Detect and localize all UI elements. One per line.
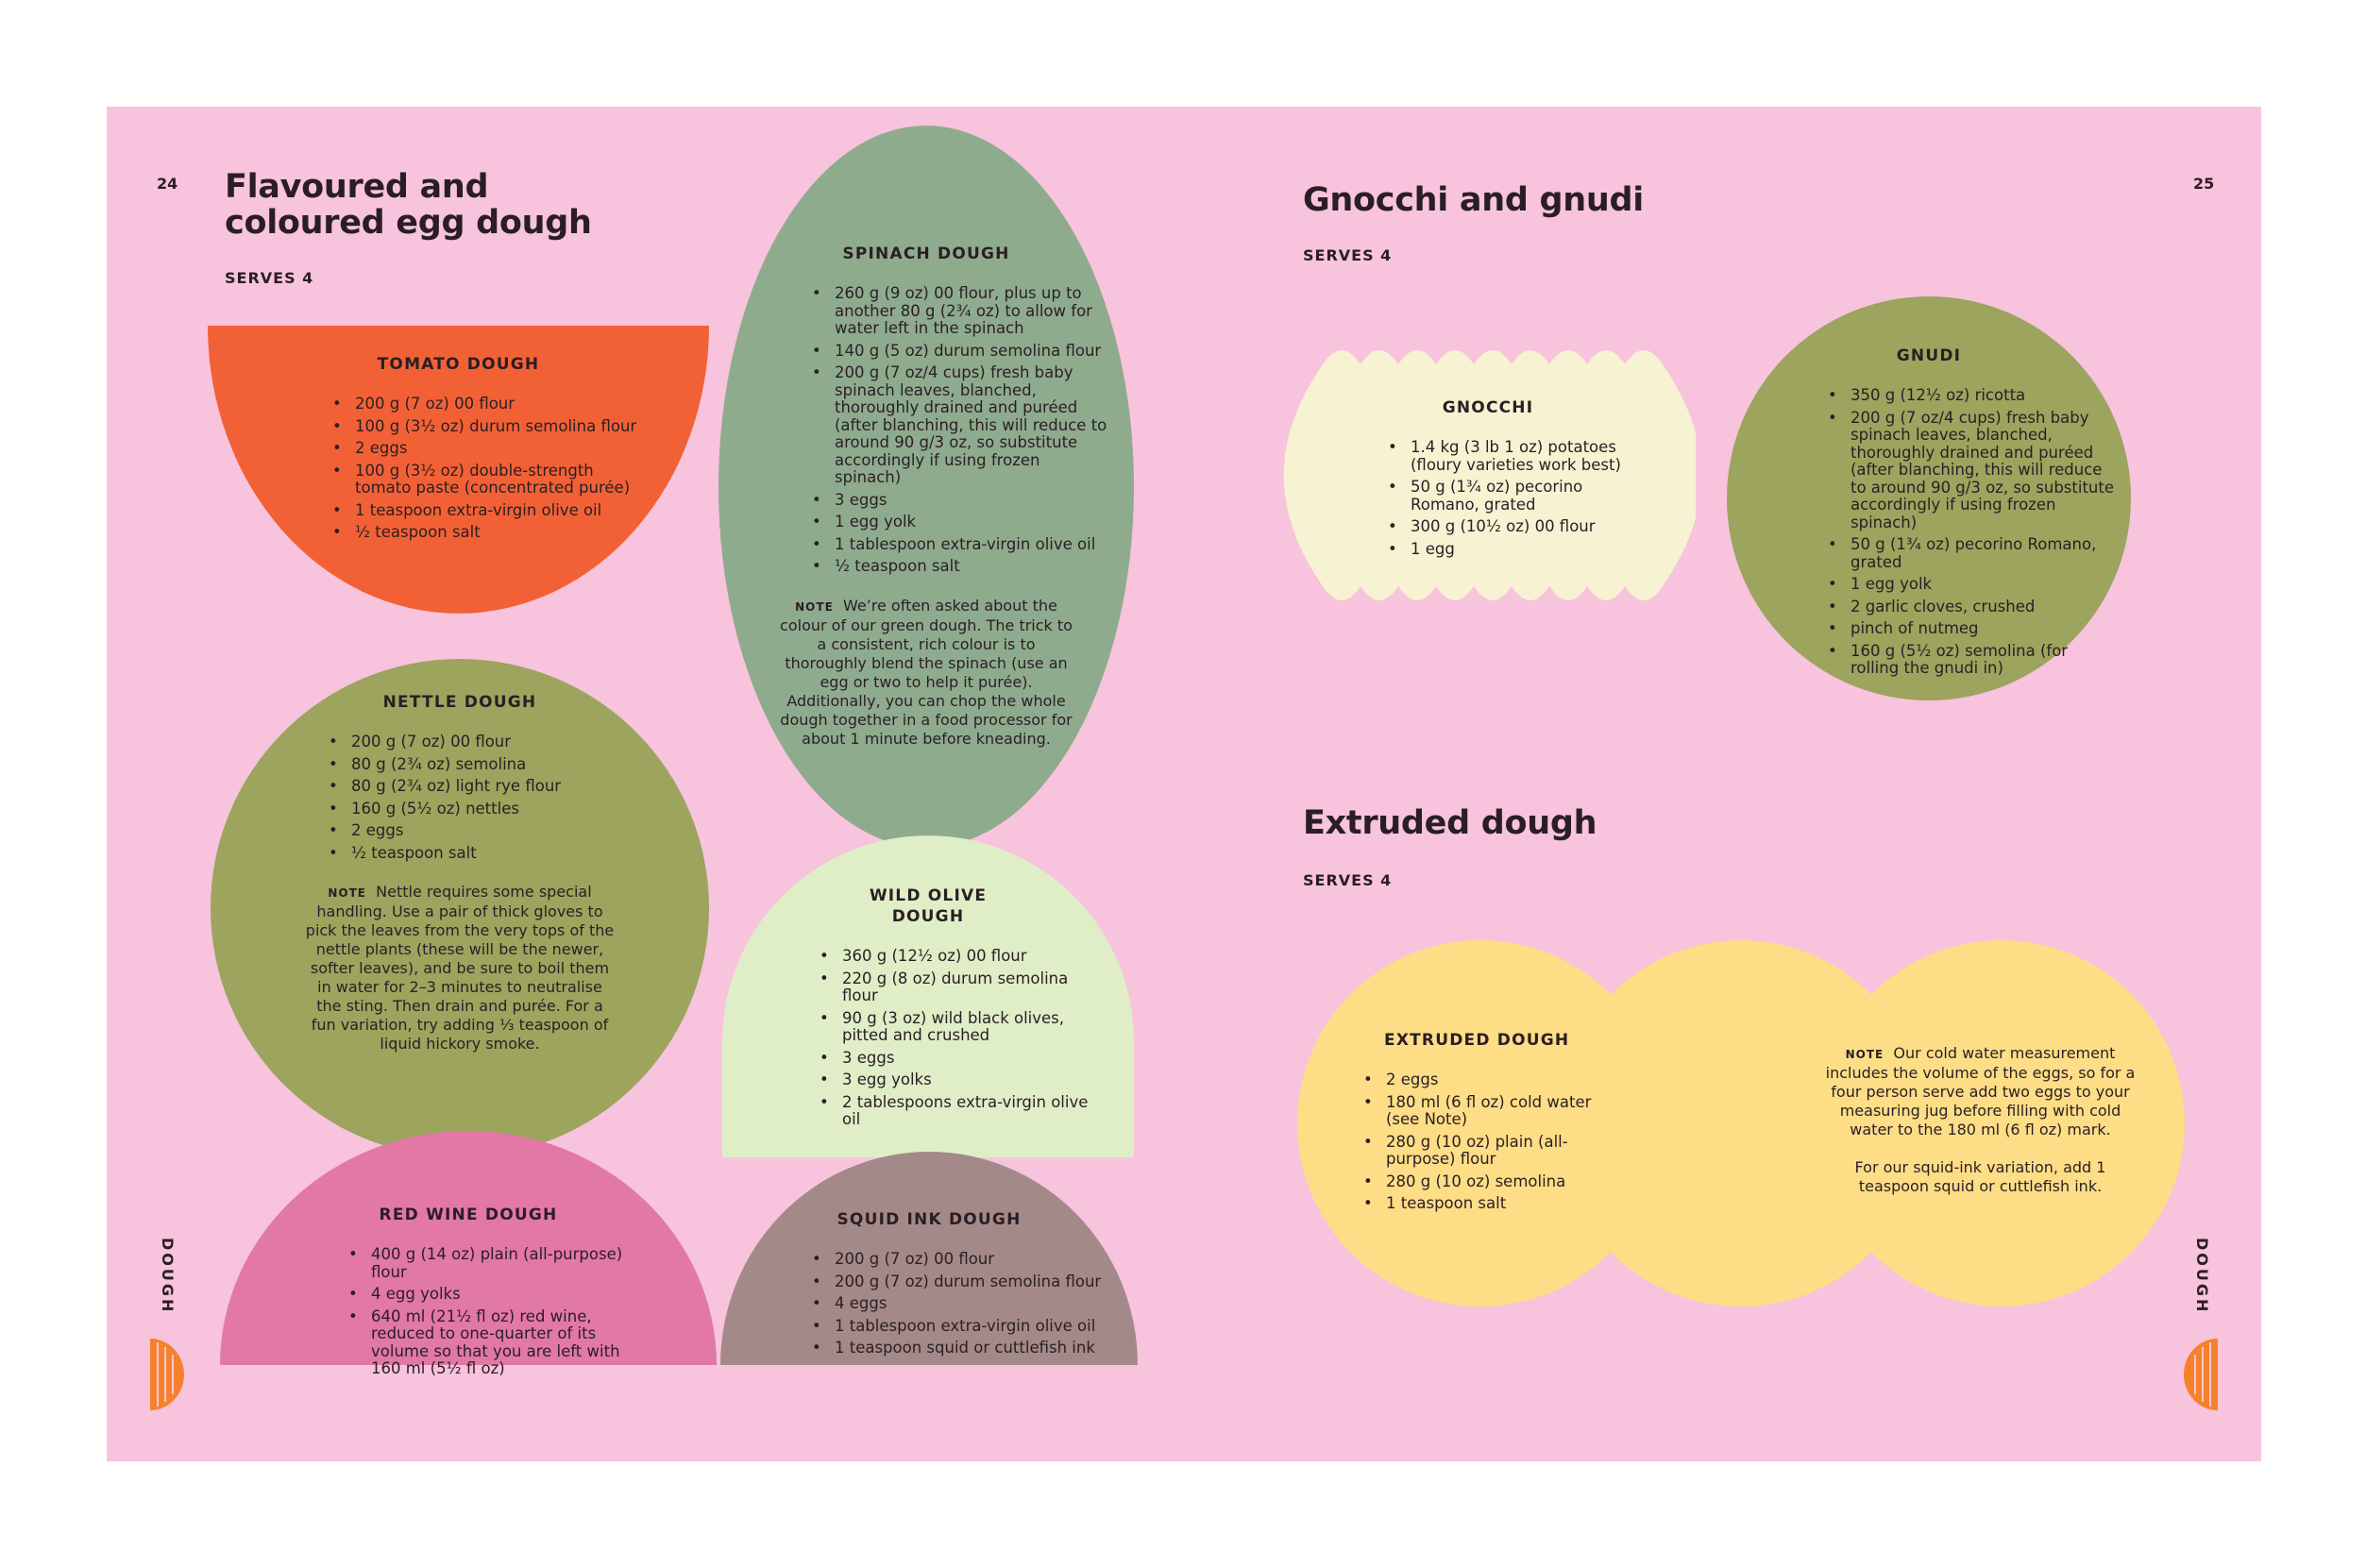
ingredient: • 90 g (3 oz) wild black olives, pitted and crushed	[842, 1010, 1107, 1045]
note-text-2: For our squid-ink variation, add 1 teaspoon squid or cuttlefish ink.	[1854, 1158, 2106, 1195]
extruded-title: EXTRUDED DOUGH	[1384, 1031, 1570, 1050]
tomato-ingredients	[330, 396, 638, 542]
gnocchi-section-title: Gnocchi and gnudi	[1303, 181, 1644, 219]
ingredient: • 2 eggs	[355, 440, 638, 458]
ingredient: • 180 ml (6 fl oz) cold water (see Note)	[1386, 1094, 1594, 1129]
ingredient: • 160 g (5½ oz) nettles	[351, 801, 634, 818]
ingredient: • 140 g (5 oz) durum semolina flour	[835, 343, 1108, 361]
ingredient: • 280 g (10 oz) semolina	[1386, 1173, 1594, 1191]
ingredient: • 1 egg yolk	[1851, 576, 2115, 594]
ingredient: • 280 g (10 oz) plain (all-purpose) flour	[1386, 1134, 1594, 1169]
ingredient: • 300 g (10½ oz) 00 flour	[1411, 518, 1647, 536]
extruded-recipe	[1361, 1030, 1607, 1218]
tomato-recipe	[206, 354, 711, 547]
left-page-number: 24	[157, 175, 178, 193]
note-text: Our cold water measurement includes the volume of the eggs, so for a four person serve add two eggs to your measuring jug before filling with cold water to the 180 ml (6 fl oz) mark.	[1825, 1044, 2136, 1138]
gnocchi-recipe	[1280, 397, 1696, 563]
spinach-note	[778, 597, 1075, 749]
ingredient: • 3 eggs	[835, 492, 1108, 510]
extruded-ingredients	[1361, 1071, 1594, 1213]
right-orange-semicircle-icon	[2184, 1339, 2218, 1410]
ingredient: • 1 egg	[1411, 541, 1647, 559]
ingredient: • 260 g (9 oz) 00 flour, plus up to another 80 g (2¾ oz) to allow for water left in the spinach	[835, 285, 1108, 338]
gnudi-ingredients	[1826, 387, 2115, 678]
extruded-serves: SERVES 4	[1303, 871, 1393, 889]
gnudi-recipe	[1727, 346, 2131, 683]
ingredient: • 200 g (7 oz) 00 flour	[355, 396, 638, 413]
spinach-ingredients	[810, 285, 1108, 576]
ingredient: • 2 tablespoons extra-virgin olive oil	[842, 1094, 1107, 1129]
nettle-recipe	[211, 692, 709, 1054]
spinach-recipe	[718, 244, 1134, 749]
ingredient: • 100 g (3½ oz) double-strength tomato paste (concentrated purée)	[355, 463, 638, 497]
ingredient: • 220 g (8 oz) durum semolina flour	[842, 970, 1107, 1005]
nettle-title: NETTLE DOUGH	[382, 693, 537, 712]
left-title-line2: coloured egg dough	[225, 204, 592, 242]
wild-olive-recipe	[720, 885, 1136, 1134]
ingredient: • 1 tablespoon extra-virgin olive oil	[835, 1318, 1137, 1336]
ingredient: • 1.4 kg (3 lb 1 oz) potatoes (floury varieties work best)	[1411, 439, 1647, 474]
spinach-title: SPINACH DOUGH	[842, 244, 1010, 263]
note-text: We’re often asked about the colour of our green dough. The trick to a consistent, rich colour is to thoroughly blend the spinach (use an egg or two to help it purée). Additionally, you can chop the whole dough together in a food processor for about 1 minute before kneading.	[780, 596, 1073, 748]
nettle-note	[304, 883, 616, 1054]
ingredient: • 1 teaspoon squid or cuttlefish ink	[835, 1340, 1137, 1357]
ingredient: • 200 g (7 oz/4 cups) fresh baby spinach leaves, blanched, thoroughly drained and puréed (after blanching, this will reduce to around 90 g/3 oz, so substitute accordingly if using frozen spinach)	[835, 364, 1108, 487]
ingredient: • 400 g (14 oz) plain (all-purpose) flour	[371, 1246, 654, 1281]
wild-olive-title-line1: WILD OLIVE	[869, 886, 988, 905]
ingredient: • 1 teaspoon extra-virgin olive oil	[355, 502, 638, 520]
nettle-ingredients	[327, 733, 634, 862]
note-label: NOTE	[795, 599, 834, 614]
ingredient: • 80 g (2¾ oz) semolina	[351, 756, 634, 774]
ingredient: • ½ teaspoon salt	[351, 845, 634, 863]
ingredient: • 4 egg yolks	[371, 1286, 654, 1304]
ingredient: • 1 teaspoon salt	[1386, 1195, 1594, 1213]
tomato-title: TOMATO DOUGH	[377, 355, 540, 374]
ingredient: • 1 egg yolk	[835, 514, 1108, 531]
left-page-title	[225, 169, 592, 241]
squid-ink-title: SQUID INK DOUGH	[837, 1210, 1022, 1229]
right-side-label: DOUGH	[2193, 1238, 2211, 1315]
left-serves: SERVES 4	[225, 269, 314, 287]
ingredient: • 200 g (7 oz) 00 flour	[351, 733, 634, 751]
wild-olive-title	[720, 885, 1136, 927]
left-title-line1: Flavoured and	[225, 168, 489, 206]
ingredient: • 1 tablespoon extra-virgin olive oil	[835, 536, 1108, 554]
note-label: NOTE	[1845, 1048, 1884, 1061]
left-side-label: DOUGH	[159, 1238, 177, 1315]
ingredient: • 3 eggs	[842, 1050, 1107, 1068]
ingredient: • 200 g (7 oz) 00 flour	[835, 1251, 1137, 1269]
ingredient: • 80 g (2¾ oz) light rye flour	[351, 778, 634, 796]
ingredient: • 4 eggs	[835, 1295, 1137, 1313]
wild-olive-title-line2: DOUGH	[891, 907, 965, 926]
ingredient: • ½ teaspoon salt	[835, 558, 1108, 576]
red-wine-recipe	[218, 1205, 718, 1383]
ingredient: • 200 g (7 oz) durum semolina flour	[835, 1273, 1137, 1291]
squid-ink-recipe	[718, 1209, 1140, 1362]
ingredient: • 50 g (1¾ oz) pecorino Romano, grated	[1411, 479, 1647, 514]
book-spread	[107, 107, 2261, 1461]
gnocchi-serves: SERVES 4	[1303, 246, 1393, 264]
ingredient: • 50 g (1¾ oz) pecorino Romano, grated	[1851, 536, 2115, 571]
gnocchi-ingredients	[1386, 439, 1647, 558]
extruded-section-title: Extruded dough	[1303, 804, 1597, 842]
ingredient: • ½ teaspoon salt	[355, 524, 638, 542]
note-text: Nettle requires some special handling. Use a pair of thick gloves to pick the leaves from the very tops of the nettle plants (these will be the newer, softer leaves), and be sure to boil them in water for 2–3 minutes to neutralise the sting. Then drain and purée. For a fun variation, try adding ⅓ teaspoon of liquid hickory smoke.	[305, 883, 615, 1053]
red-wine-ingredients	[346, 1246, 654, 1378]
note-label: NOTE	[328, 886, 366, 900]
left-orange-semicircle-icon	[150, 1339, 184, 1410]
squid-ink-ingredients	[810, 1251, 1137, 1357]
ingredient: • 2 garlic cloves, crushed	[1851, 599, 2115, 616]
wild-olive-ingredients	[818, 948, 1107, 1129]
ingredient: • 200 g (7 oz/4 cups) fresh baby spinach leaves, blanched, thoroughly drained and puréed (after blanching, this will reduce to around 90 g/3 oz, so substitute accordingly if using frozen spinach)	[1851, 410, 2115, 532]
ingredient: • 2 eggs	[351, 822, 634, 840]
right-page-number: 25	[2193, 175, 2215, 193]
ingredient: • 160 g (5½ oz) semolina (for rolling the gnudi in)	[1851, 643, 2115, 678]
ingredient: • 3 egg yolks	[842, 1071, 1107, 1089]
gnudi-title: GNUDI	[1896, 346, 1962, 365]
ingredient: • 100 g (3½ oz) durum semolina flour	[355, 418, 638, 436]
ingredient: • 360 g (12½ oz) 00 flour	[842, 948, 1107, 966]
ingredient: • 640 ml (21½ fl oz) red wine, reduced to one-quarter of its volume so that you are left with 160 ml (5½ fl oz)	[371, 1308, 654, 1378]
gnocchi-title: GNOCCHI	[1442, 398, 1534, 417]
ingredient: • 350 g (12½ oz) ricotta	[1851, 387, 2115, 405]
red-wine-title: RED WINE DOUGH	[379, 1206, 558, 1224]
ingredient: • pinch of nutmeg	[1851, 620, 2115, 638]
extruded-note	[1817, 1044, 2143, 1196]
ingredient: • 2 eggs	[1386, 1071, 1594, 1089]
